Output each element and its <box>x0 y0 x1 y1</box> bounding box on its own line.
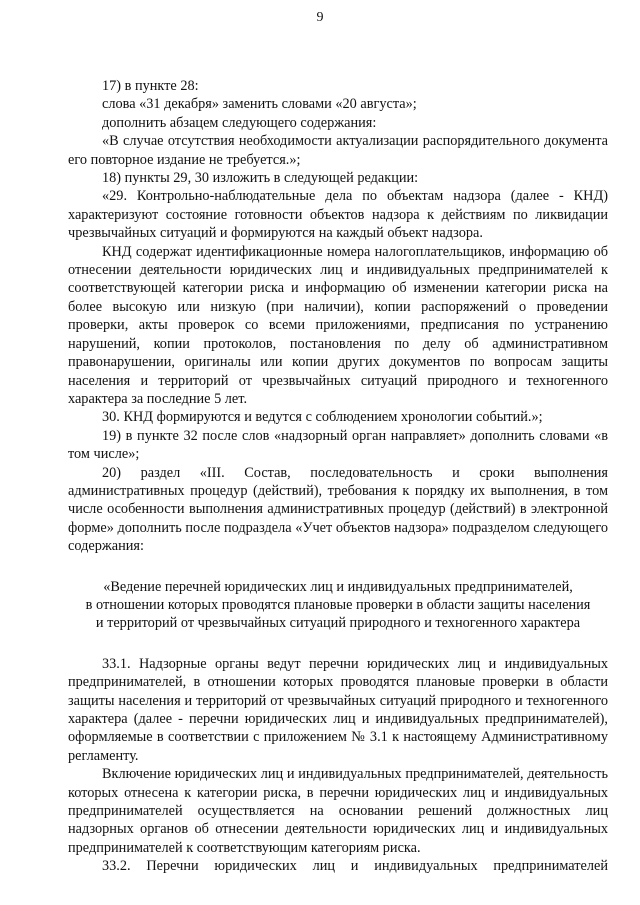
paragraph-clause-29: «29. Контрольно-наблюдательные дела по объектам надзора (далее - КНД) характеризуют состояние готовности объектов надзора к действиям по ликвидации чрезвычайных ситуаций и формируются на каждый объект надзора. <box>68 188 608 242</box>
paragraph-clause-33-1: 33.1. Надзорные органы ведут перечни юридических лиц и индивидуальных предпринимателей, в отношении которых проводятся плановые проверки в области защиты населения и территорий от чрезвычайных ситуаций природного и техногенного характера (далее - перечни юридических лиц и индивидуальных предпринимателей), оформляемые в соответствии с приложением № 3.1 к настоящему Административному регламенту. <box>68 655 608 764</box>
paragraph-clause-33-2: 33.2. Перечни юридических лиц и индивидуальных предпринимателей <box>102 858 608 875</box>
paragraph-replace-dates: слова «31 декабря» заменить словами «20 августа»; <box>102 96 417 113</box>
paragraph-quote-reissue: «В случае отсутствия необходимости актуализации распорядительного документа его повторное издание не требуется.»; <box>68 133 608 168</box>
paragraph-knd-contents: КНД содержат идентификационные номера налогоплательщиков, информацию об отнесении деятельности юридических лиц и индивидуальных предпринимателей к соответствующей категории риска и информацию об изменении категории риска на более высокую или низкую (при наличии), копии распоряжений о проведении проверки, акты проверок со всеми приложениями, предписания по устранению нарушений, копии протоколов, постановления по делу об административном правонарушении, оригиналы или копии других документов по вопросам защиты населения и территорий от чрезвычайных ситуаций природного и техногенного характера за последние 5 лет. <box>68 243 608 407</box>
paragraph-inclusion: Включение юридических лиц и индивидуальных предпринимателей, деятельность которых отнесена к категории риска, в перечни юридических лиц и индивидуальных предпринимателей осуществляется на основании решений должностных лиц надзорных органов об отнесении деятельности юридических лиц и индивидуальных предпринимателей к соответствующим категориям риска. <box>68 766 608 856</box>
paragraph-item-19: 19) в пункте 32 после слов «надзорный орган направляет» дополнить словами «в том числе»; <box>68 427 608 463</box>
paragraph-clause-30: 30. КНД формируются и ведутся с соблюдением хронологии событий.»; <box>102 409 543 426</box>
paragraph-add-clause: дополнить абзацем следующего содержания: <box>102 114 377 131</box>
document-body <box>68 77 608 876</box>
subsection-title <box>68 578 608 633</box>
subsection-title-line-1: «Ведение перечней юридических лиц и индивидуальных предпринимателей, <box>103 578 573 595</box>
paragraph-item-17: 17) в пункте 28: <box>102 78 199 94</box>
paragraph-item-20: 20) раздел «III. Состав, последовательность и сроки выполнения административных процедур (действий), требования к порядку их выполнения, в том числе особенности выполнения административных процедур (действий) в электронной форме» дополнить после подраздела «Учет объектов надзора» подразделом следующего содержания: <box>68 464 608 555</box>
subsection-title-line-3: и территорий от чрезвычайных ситуаций природного и техногенного характера <box>95 615 581 632</box>
subsection-title-line-2: в отношении которых проводятся плановые проверки в области защиты населения <box>85 596 591 613</box>
paragraph-item-18: 18) пункты 29, 30 изложить в следующей редакции: <box>102 170 419 187</box>
page-number: 9 <box>316 10 324 25</box>
